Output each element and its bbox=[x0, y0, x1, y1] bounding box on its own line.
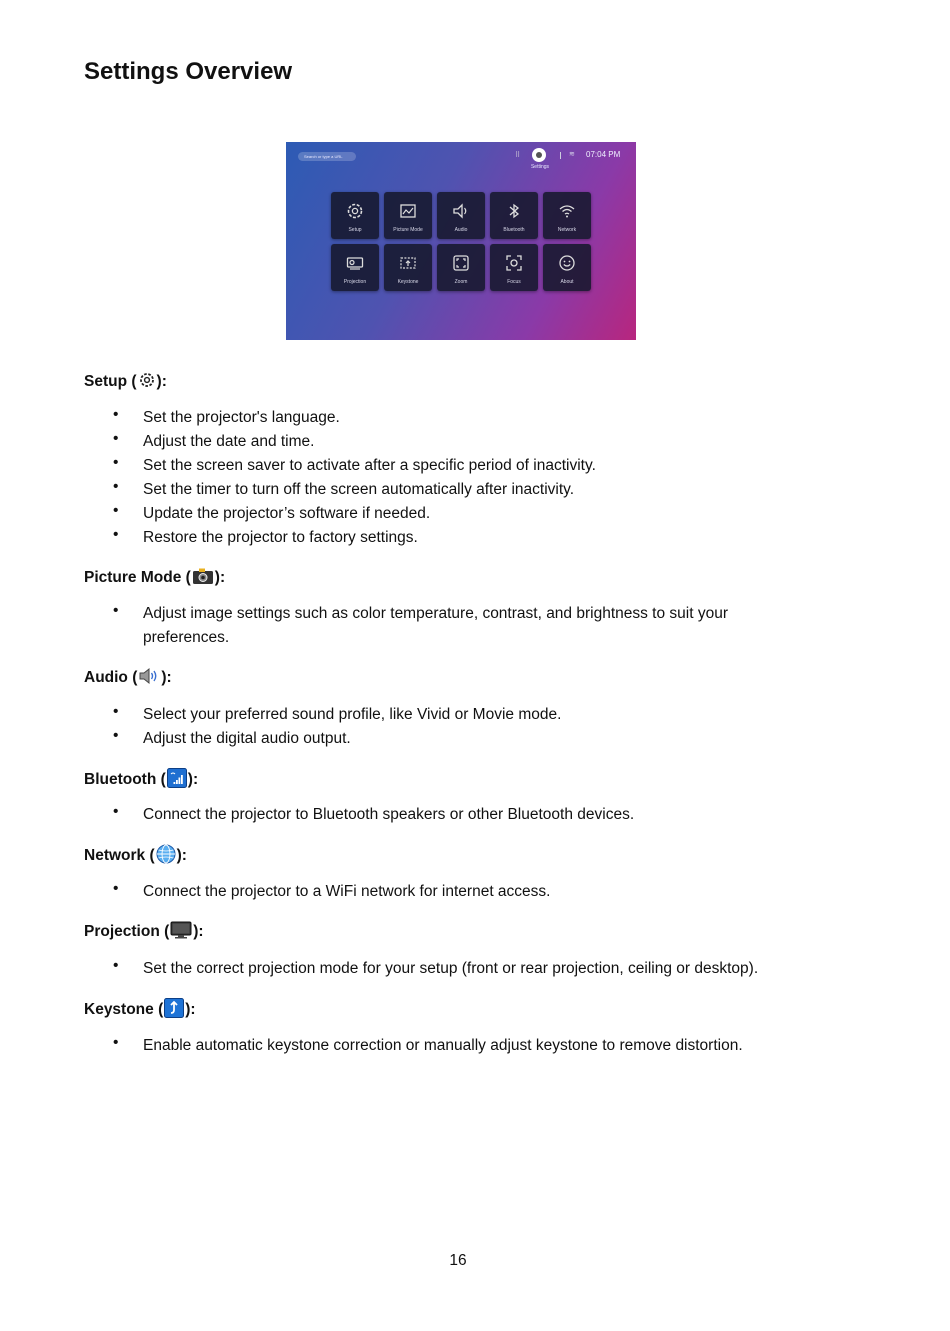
heading-projection: Projection ( ): bbox=[84, 923, 204, 940]
list-item: Restore the projector to factory settings. bbox=[143, 529, 418, 546]
settings-circle-icon bbox=[532, 148, 546, 162]
tile-label: Keystone bbox=[397, 279, 419, 285]
bullet-marker: • bbox=[113, 727, 119, 744]
list-item: Set the projector's language. bbox=[143, 409, 340, 426]
bullet-marker: • bbox=[113, 957, 119, 974]
bullet-marker: • bbox=[113, 406, 119, 423]
settings-screenshot bbox=[286, 142, 636, 340]
list-item: Set the timer to turn off the screen automatically after inactivity. bbox=[143, 481, 575, 498]
page-title: Settings Overview bbox=[84, 58, 293, 85]
tile-zoom bbox=[437, 244, 485, 291]
tile-setup bbox=[331, 192, 379, 239]
globe-icon bbox=[156, 844, 176, 864]
camera-icon bbox=[192, 567, 214, 585]
status-separator bbox=[560, 152, 561, 159]
list-item: Enable automatic keystone correction or manually adjust keystone to remove distortion. bbox=[143, 1037, 743, 1054]
search-bar: Search or type a URL bbox=[298, 152, 356, 161]
heading-setup: Setup ( ): bbox=[84, 373, 167, 390]
tile-bluetooth bbox=[490, 192, 538, 239]
heading-label: Bluetooth bbox=[84, 771, 157, 788]
list-item: Set the correct projection mode for your setup (front or rear projection, ceiling or desktop). bbox=[143, 960, 759, 977]
tile-label: About bbox=[560, 279, 574, 285]
zoom-icon bbox=[451, 253, 471, 273]
tile-about bbox=[543, 244, 591, 291]
list-item: Update the projector’s software if needed. bbox=[143, 505, 431, 522]
bullet-marker: • bbox=[113, 478, 119, 495]
bullet-marker: • bbox=[113, 602, 119, 619]
wifi-icon bbox=[557, 201, 577, 221]
monitor-icon bbox=[170, 921, 192, 939]
bluetooth-icon bbox=[504, 201, 524, 221]
heading-bluetooth: Bluetooth ( ): bbox=[84, 768, 198, 789]
speaker-icon bbox=[138, 667, 160, 685]
tile-label: Zoom bbox=[454, 279, 468, 285]
apps-grid-icon: ⠿ bbox=[515, 152, 521, 159]
bullet-marker: • bbox=[113, 1034, 119, 1051]
list-item: Connect the projector to a WiFi network for internet access. bbox=[143, 883, 551, 900]
focus-icon bbox=[504, 253, 524, 273]
heading-label: Setup bbox=[84, 373, 128, 390]
tile-keystone bbox=[384, 244, 432, 291]
signal-bars-icon bbox=[167, 768, 187, 788]
tile-label: Focus bbox=[507, 279, 521, 285]
tile-label: Projection bbox=[343, 279, 367, 285]
heading-picture-mode: Picture Mode ( ): bbox=[84, 569, 226, 586]
heading-label: Audio bbox=[84, 669, 128, 686]
heading-network: Network ( ): bbox=[84, 844, 187, 865]
page-number: 16 bbox=[449, 1252, 467, 1269]
gear-icon bbox=[345, 201, 365, 221]
speaker-icon bbox=[451, 201, 471, 221]
list-item: Connect the projector to Bluetooth speakers or other Bluetooth devices. bbox=[143, 806, 635, 823]
clock: 07:04 PM bbox=[586, 150, 621, 159]
bullet-marker: • bbox=[113, 502, 119, 519]
tile-label: Picture Mode bbox=[393, 227, 423, 233]
heading-keystone: Keystone ( ): bbox=[84, 998, 196, 1019]
tile-audio bbox=[437, 192, 485, 239]
wifi-status-icon: ≋ bbox=[569, 151, 575, 158]
tile-label: Setup bbox=[348, 227, 362, 233]
keystone-icon bbox=[398, 253, 418, 273]
tile-projection bbox=[331, 244, 379, 291]
projector-icon bbox=[345, 253, 365, 273]
tile-network bbox=[543, 192, 591, 239]
heading-label: Keystone bbox=[84, 1001, 154, 1018]
list-item: Select your preferred sound profile, like Vivid or Movie mode. bbox=[143, 706, 562, 723]
bullet-marker: • bbox=[113, 454, 119, 471]
settings-label: Settings bbox=[530, 164, 550, 170]
about-icon bbox=[557, 253, 577, 273]
tile-label: Audio bbox=[454, 227, 468, 233]
tile-picture-mode bbox=[384, 192, 432, 239]
picture-icon bbox=[398, 201, 418, 221]
heading-audio: Audio ( ): bbox=[84, 669, 172, 686]
tile-label: Bluetooth bbox=[503, 227, 525, 233]
bullet-marker: • bbox=[113, 703, 119, 720]
heading-label: Picture Mode bbox=[84, 569, 182, 586]
bullet-marker: • bbox=[113, 880, 119, 897]
heading-label: Network bbox=[84, 847, 146, 864]
tile-focus bbox=[490, 244, 538, 291]
list-item: Adjust image settings such as color temperature, contrast, and brightness to suit your preferences. bbox=[143, 605, 728, 646]
list-item: Adjust the digital audio output. bbox=[143, 730, 351, 747]
bullet-marker: • bbox=[113, 526, 119, 543]
list-item: Adjust the date and time. bbox=[143, 433, 315, 450]
tile-label: Network bbox=[557, 227, 577, 233]
gear-icon bbox=[138, 371, 156, 389]
heading-label: Projection bbox=[84, 923, 160, 940]
bullet-marker: • bbox=[113, 803, 119, 820]
list-item: Set the screen saver to activate after a specific period of inactivity. bbox=[143, 457, 596, 474]
up-arrow-icon bbox=[164, 998, 184, 1018]
bullet-marker: • bbox=[113, 430, 119, 447]
